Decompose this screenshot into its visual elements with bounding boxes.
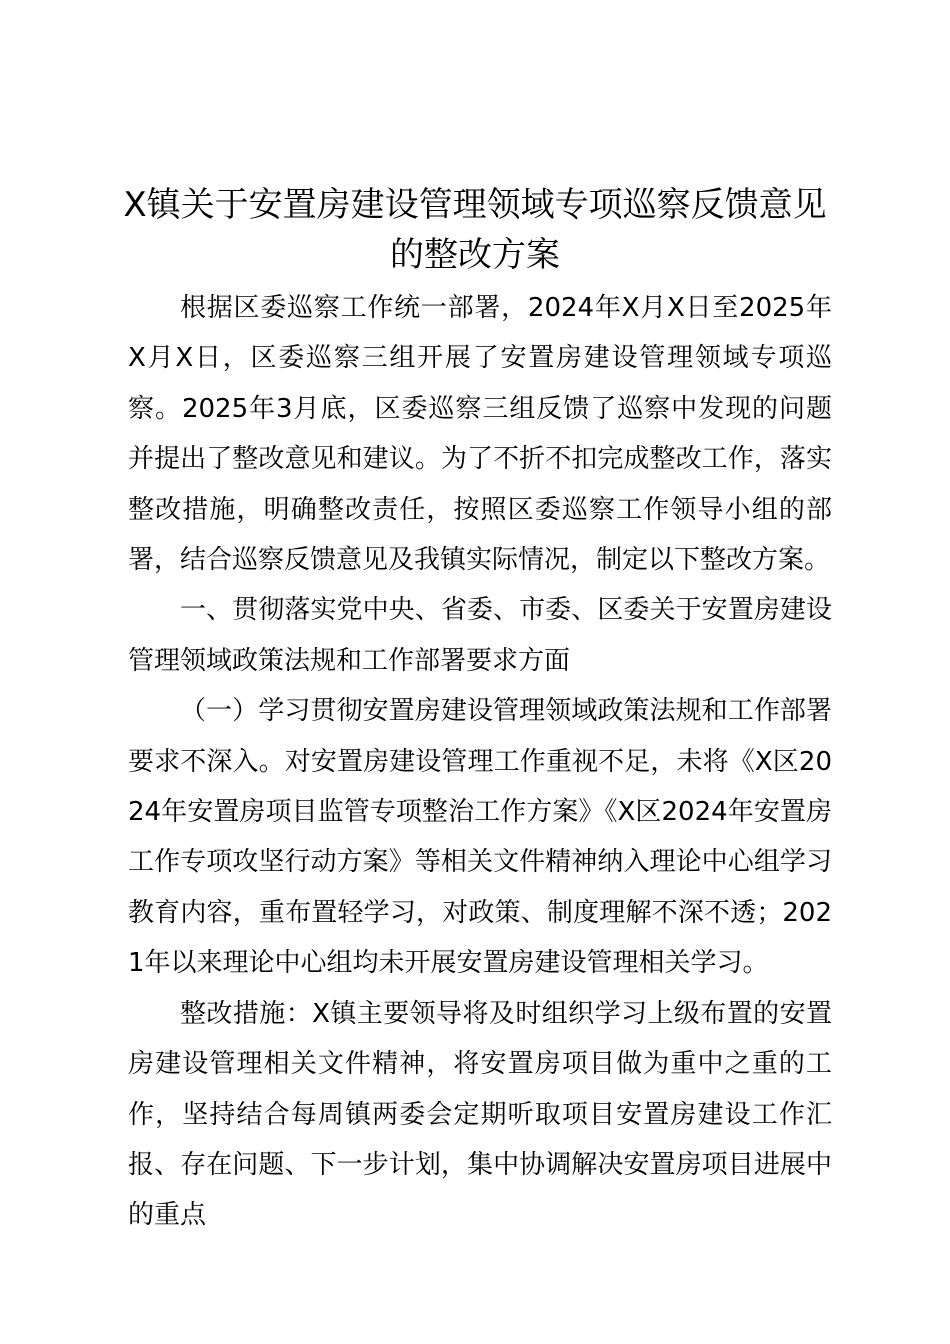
document-body [128,283,832,1241]
document-title: X镇关于安置房建设管理领域专项巡察反馈意见的整改方案 [123,185,827,275]
paragraph-issue-1: （一）学习贯彻安置房建设管理领域政策法规和工作部署要求不深入。对安置房建设管理工作重视不足，未将《X区2024年安置房项目监管专项整治工作方案》《X区2024年安置房工作专项攻坚行动方案》等相关文件精神纳入理论中心组学习教育内容，重布置轻学习，对政策、制度理解不深不透；2021年以来理论中心组均未开展安置房建设管理相关学习。 [128,696,832,979]
paragraph-section-heading: 一、贯彻落实党中央、省委、市委、区委关于安置房建设管理领域政策法规和工作部署要求方面 [128,595,832,676]
paragraph-intro: 根据区委巡察工作统一部署，2024年X月X日至2025年X月X日，区委巡察三组开展了安置房建设管理领域专项巡察。2025年3月底，区委巡察三组反馈了巡察中发现的问题并提出了整改意见和建议。为了不折不扣完成整改工作，落实整改措施，明确整改责任，按照区委巡察工作领导小组的部署，结合巡察反馈意见及我镇实际情况，制定以下整改方案。 [128,293,832,576]
paragraph-measures: 整改措施：X镇主要领导将及时组织学习上级布置的安置房建设管理相关文件精神，将安置房项目做为重中之重的工作，坚持结合每周镇两委会定期听取项目安置房建设工作汇报、存在问题、下一步计划，集中协调解决安置房项目进展中的重点 [128,998,832,1231]
